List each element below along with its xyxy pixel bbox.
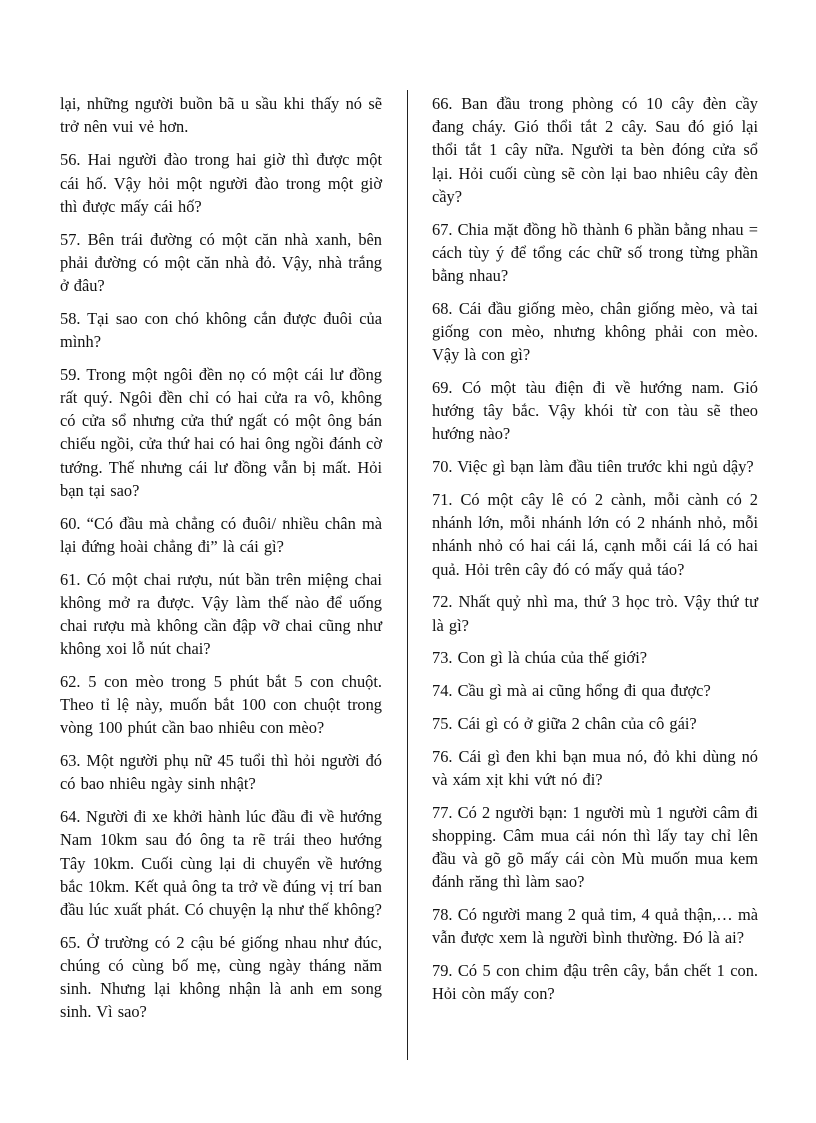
right-column xyxy=(432,92,758,1015)
question-69: 69. Có một tàu điện đi về hướng nam. Gió hướng tây bắc. Vậy khói từ con tàu sẽ theo hướng nào? xyxy=(432,378,758,444)
question-75: 75. Cái gì có ở giữa 2 chân của cô gái? xyxy=(432,714,697,734)
question-58: 58. Tại sao con chó không cắn được đuôi của mình? xyxy=(60,308,382,352)
question-64: 64. Người đi xe khởi hành lúc đầu đi về hướng Nam 10km sau đó ông ta rẽ trái theo hướng Tây 10km. Cuối cùng lại di chuyển về hướng bắc 10km. Kết quả ông ta trở về đúng vị trí ban đầu lúc xuất phát. Có chuyện lạ như thế không? xyxy=(60,807,382,920)
question-63: 63. Một người phụ nữ 45 tuổi thì hỏi người đó có bao nhiêu ngày sinh nhật? xyxy=(60,751,382,794)
question-76: 76. Cái gì đen khi bạn mua nó, đỏ khi dùng nó và xám xịt khi vứt nó đi? xyxy=(432,746,758,790)
question-56: 56. Hai người đào trong hai giờ thì được một cái hố. Vậy hỏi một người đào trong một giờ thì được mấy cái hố? xyxy=(60,150,382,216)
question-79: 79. Có 5 con chim đậu trên cây, bắn chết 1 con. Hỏi còn mấy con? xyxy=(432,961,758,1004)
question-71: 71. Có một cây lê có 2 cành, mỗi cành có 2 nhánh lớn, mỗi nhánh lớn có 2 nhánh nhỏ, mỗi nhánh nhỏ có hai cái lá, cạnh mỗi cái lá có hai quả. Hỏi trên cây đó có mấy quả táo? xyxy=(432,490,758,579)
question-73: 73. Con gì là chúa của thế giới? xyxy=(432,648,648,668)
question-62: 62. 5 con mèo trong 5 phút bắt 5 con chuột. Theo tỉ lệ này, muốn bắt 100 con chuột trong vòng 100 phút cần bao nhiêu con mèo? xyxy=(60,672,382,738)
question-78: 78. Có người mang 2 quả tim, 4 quả thận,… mà vẫn được xem là người bình thường. Đó là ai? xyxy=(432,905,758,948)
question-61: 61. Có một chai rượu, nút bần trên miệng chai không mở ra được. Vậy làm thế nào để uống chai rượu mà không cần đập vỡ chai cũng như không xoi lỗ nút chai? xyxy=(60,569,382,659)
question-65: 65. Ở trường có 2 cậu bé giống nhau như đúc, chúng có cùng bố mẹ, cùng ngày tháng năm sinh. Nhưng lại không nhận là anh em song sinh. Vì sao? xyxy=(60,932,382,1022)
left-column xyxy=(60,92,382,1033)
question-57: 57. Bên trái đường có một căn nhà xanh, bên phải đường có một căn nhà đỏ. Vậy, nhà trắng ở đâu? xyxy=(60,229,382,296)
question-67: 67. Chia mặt đồng hồ thành 6 phần bằng nhau = cách tùy ý để tổng các chữ số trong từng phần bằng nhau? xyxy=(432,219,758,286)
question-66: 66. Ban đầu trong phòng có 10 cây đèn cầy đang cháy. Gió thổi tắt 2 cây. Sau đó gió lại thổi tắt 1 cây nữa. Người ta bèn đóng cửa sổ lại. Hỏi cuối cùng sẽ còn lại bao nhiêu cây đèn cầy? xyxy=(432,94,758,206)
question-72: 72. Nhất quỷ nhì ma, thứ 3 học trò. Vậy thứ tư là gì? xyxy=(432,592,758,635)
question-68: 68. Cái đầu giống mèo, chân giống mèo, và tai giống con mèo, nhưng không phải con mèo. Vậy là con gì? xyxy=(432,298,758,365)
paragraph-continuation: lại, những người buồn bã u sầu khi thấy nó sẽ trở nên vui vẻ hơn. xyxy=(60,94,382,137)
question-59: 59. Trong một ngôi đền nọ có một cái lư đồng rất quý. Ngôi đền chỉ có hai cửa ra vô, không có cửa sổ nhưng cửa thứ ngất có một ông bán chiếu ngồi, cửa thứ hai có hai ông ngồi đánh cờ tướng. Thế nhưng cái lư đồng vẫn bị mất. Hỏi bạn tại sao? xyxy=(60,364,382,500)
question-74: 74. Cầu gì mà ai cũng hổng đi qua được? xyxy=(432,681,711,701)
question-60: 60. “Có đầu mà chẳng có đuôi/ nhiều chân mà lại đứng hoài chẳng đi” là cái gì? xyxy=(60,513,382,556)
question-70: 70. Việc gì bạn làm đầu tiên trước khi ngủ dậy? xyxy=(432,457,754,477)
question-77: 77. Có 2 người bạn: 1 người mù 1 người câm đi shopping. Câm mua cái nón thì lấy tay chỉ lên đầu và gõ gõ mấy cái còn Mù muốn mua kem đánh răng thì làm sao? xyxy=(432,802,758,892)
column-divider xyxy=(407,90,408,1060)
